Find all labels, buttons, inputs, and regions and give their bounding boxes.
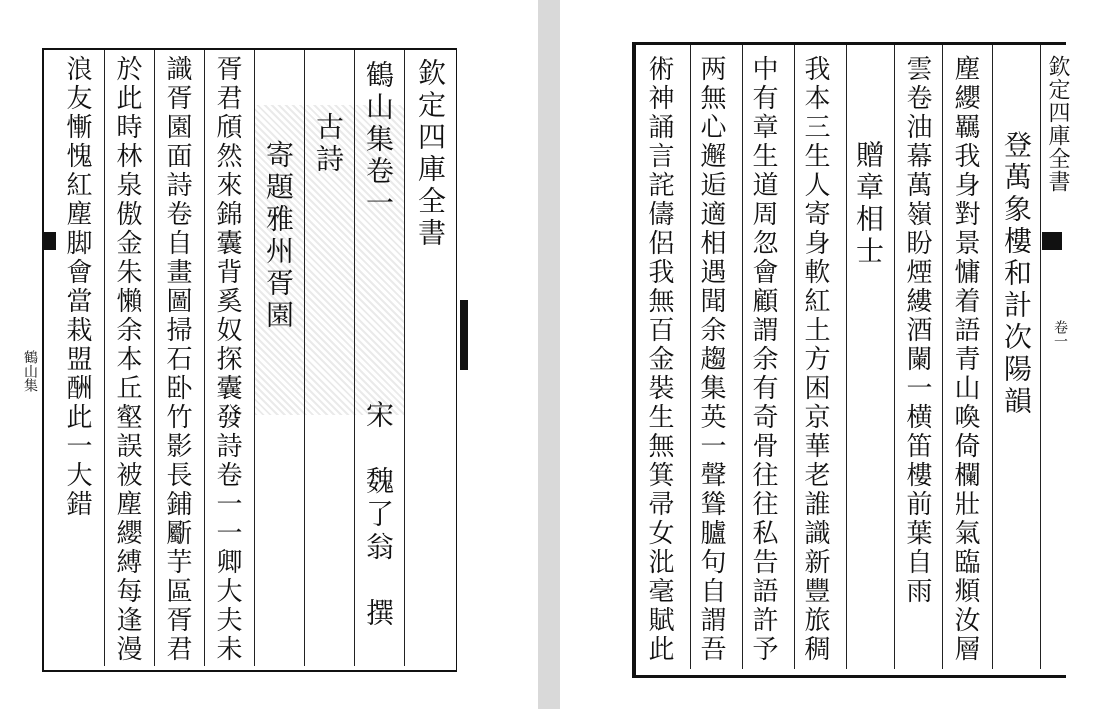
poem-line: 浪友慚愧紅塵脚會當栽盟酬此一大錯 — [62, 55, 92, 519]
right-page — [560, 0, 1110, 709]
header-title: 欽定四庫全書 — [1045, 55, 1070, 193]
margin-label: 卷一 — [1052, 320, 1068, 348]
poem-line: 術神誦言詫儔侶我無百金裝生無箕帚女沘毫賦此 — [644, 55, 674, 664]
column-rule — [154, 50, 155, 666]
volume-title: 鶴山集卷一 — [362, 60, 395, 220]
column-rule — [404, 50, 405, 666]
column-rule — [104, 50, 105, 666]
left-edge-band — [42, 232, 56, 250]
poem-line: 我本三生人寄身軟紅土方困京華老誰識新豐旅稠 — [800, 55, 830, 664]
right-edge-band — [1042, 232, 1062, 250]
poem-line: 於此時林泉傲金朱懶余本丘壑誤被塵纓縛每逢漫 — [112, 55, 142, 664]
poem-title: 贈章相士 — [852, 140, 885, 268]
poem-line: 中有章生道周忽會顧謂余有奇骨往往私告語許予 — [748, 55, 778, 664]
book-gutter — [538, 0, 560, 709]
column-rule — [1040, 45, 1041, 669]
poem-title: 寄題雅州胥園 — [262, 140, 295, 332]
section-title: 古詩 — [312, 112, 345, 176]
column-rule — [794, 45, 795, 669]
margin-label: 鶴山集 — [22, 350, 38, 392]
header-title: 欽定四庫全書 — [414, 58, 447, 250]
poem-title: 登萬象樓和計次陽韻 — [1000, 130, 1033, 418]
column-rule — [304, 50, 305, 666]
column-rule — [354, 50, 355, 666]
author-line: 宋 魏了翁 撰 — [362, 400, 395, 631]
poem-line: 識胥園面詩卷自畫圖掃石卧竹影長鋪斸芋區胥君 — [162, 55, 192, 664]
poem-line: 两無心邂逅適相遇聞余趨集英一聲聳臚句自謂吾 — [696, 55, 726, 664]
column-rule — [846, 45, 847, 669]
column-rule — [690, 45, 691, 669]
column-rule — [992, 45, 993, 669]
column-rule — [254, 50, 255, 666]
poem-line: 塵纓羈我身對景慵着語青山喚倚欄壯氣臨頫汝層 — [950, 55, 980, 664]
column-rule — [204, 50, 205, 666]
side-tab — [460, 300, 468, 370]
column-rule — [742, 45, 743, 669]
column-rule — [894, 45, 895, 669]
poem-line: 胥君頎然來錦囊背奚奴探囊發詩卷一一卿大夫未 — [212, 55, 242, 664]
column-rule — [942, 45, 943, 669]
left-page — [0, 0, 538, 709]
poem-line: 雲卷油幕萬嶺盼煙縷酒闌一横笛樓前葉自雨 — [902, 55, 932, 606]
